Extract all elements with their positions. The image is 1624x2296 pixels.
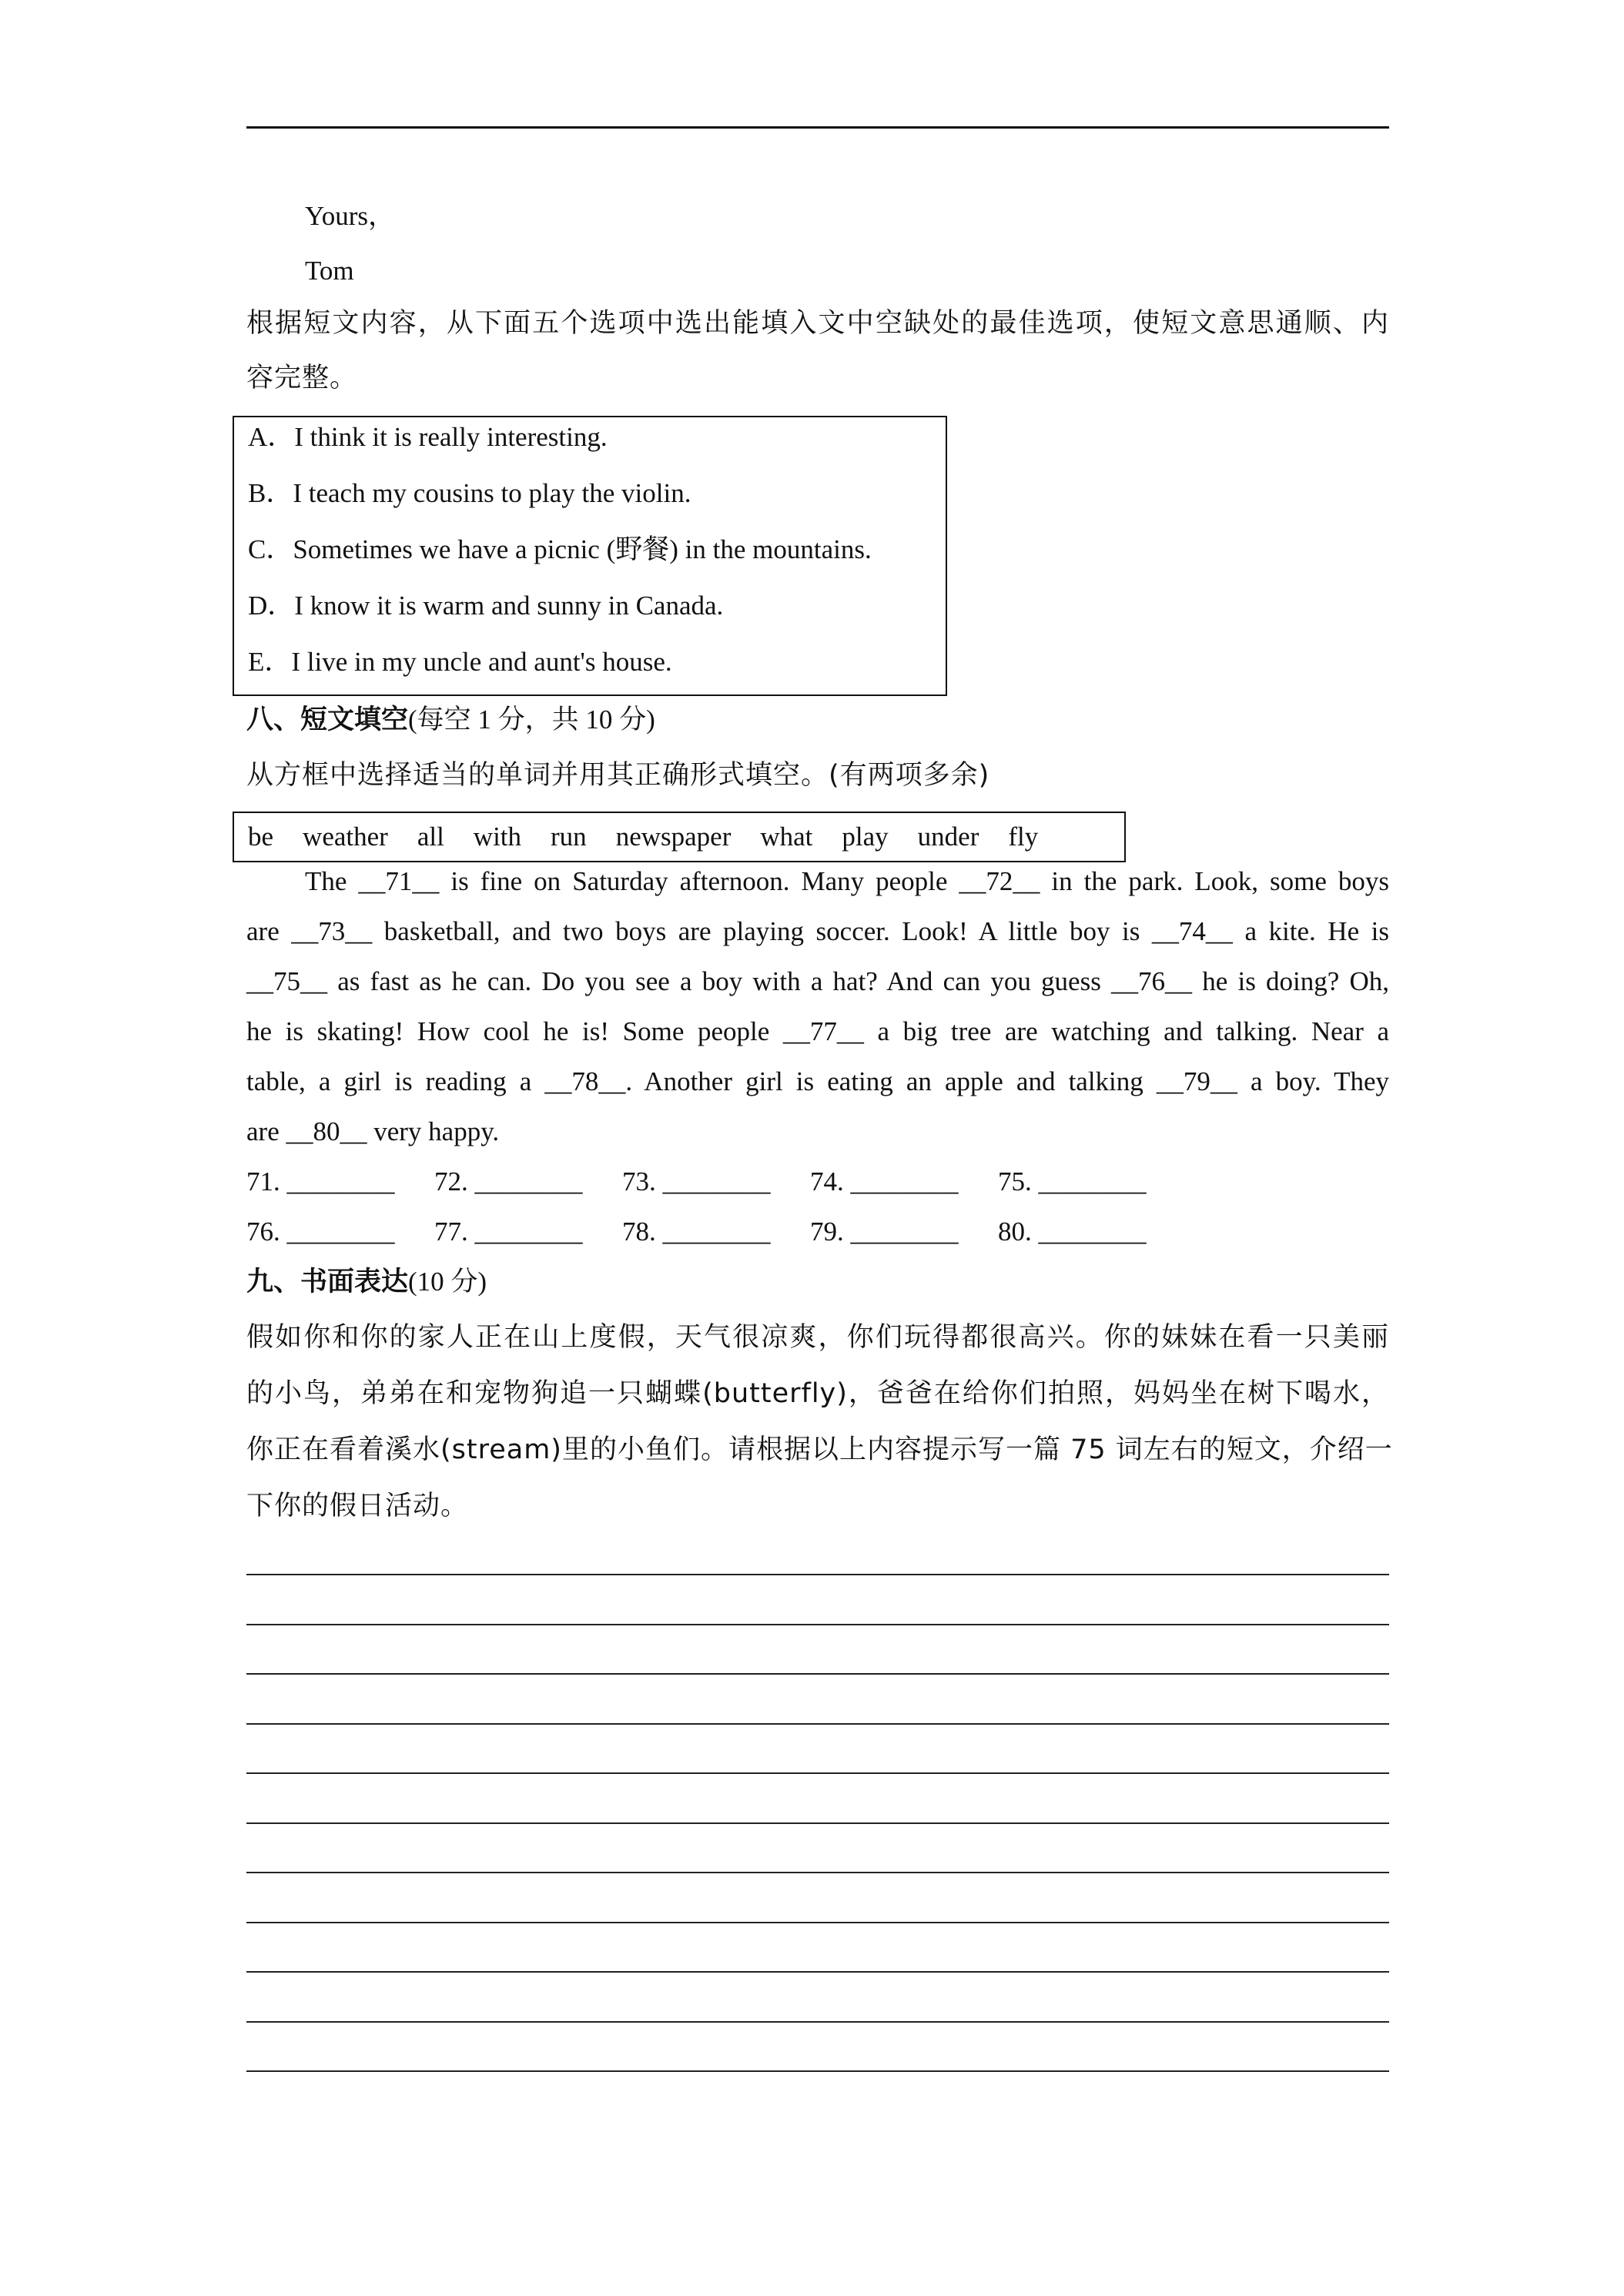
section9-prompt-line3: 你正在看着溪水(stream)里的小鱼们。请根据以上内容提示写一篇 75 词左右的短文，介绍一	[246, 1434, 1393, 1465]
writing-line[interactable]	[246, 2021, 1389, 2023]
word-bank-item: run	[551, 822, 587, 852]
word-bank-item: all	[417, 822, 444, 852]
writing-line[interactable]	[246, 1624, 1389, 1625]
section9-prompt-line2: 的小鸟，弟弟在和宠物狗追一只蝴蝶(butterfly)，爸爸在给你们拍照，妈妈坐在树下喝水，	[246, 1378, 1389, 1409]
writing-line[interactable]	[246, 1574, 1389, 1575]
word-bank	[248, 812, 1067, 862]
answer-blank-78[interactable]: 78. ________	[622, 1217, 771, 1247]
word-bank-item: with	[473, 822, 522, 852]
letter-closing: Yours，	[305, 201, 396, 231]
passage-line-6: are __80__ very happy.	[246, 1116, 500, 1146]
option-e: E．I live in my uncle and aunt's house.	[248, 647, 672, 677]
writing-line[interactable]	[246, 1922, 1389, 1923]
writing-line[interactable]	[246, 1673, 1389, 1675]
section8-title	[246, 701, 655, 744]
option-b: B．I teach my cousins to play the violin.	[248, 478, 691, 508]
answer-blank-80[interactable]: 80. ________	[998, 1217, 1147, 1247]
section8-title-cn: 八、短文填空	[246, 705, 409, 735]
answer-blank-77[interactable]: 77. ________	[434, 1217, 583, 1247]
writing-line[interactable]	[246, 1971, 1389, 1973]
writing-line[interactable]	[246, 1872, 1389, 1873]
writing-line[interactable]	[246, 1822, 1389, 1824]
answer-blank-79[interactable]: 79. ________	[810, 1217, 959, 1247]
section9-title-cn: 九、书面表达	[246, 1267, 409, 1297]
section9-title-score: (10 分)	[408, 1267, 487, 1297]
word-bank-item: play	[842, 822, 889, 852]
option-c: C．Sometimes we have a picnic (野餐) in the mountains.	[248, 534, 872, 564]
option-a: A．I think it is really interesting.	[248, 422, 608, 452]
section9-prompt-line1: 假如你和你的家人正在山上度假，天气很凉爽，你们玩得都很高兴。你的妹妹在看一只美丽	[246, 1322, 1389, 1353]
passage-line-1: The __71__ is fine on Saturday afternoon. Many people __72__ in the park. Look, some boys	[305, 866, 1389, 896]
section9-title	[246, 1263, 487, 1306]
passage-line-2: are __73__ basketball, and two boys are playing soccer. Look! A little boy is __74__ a kite. He is	[246, 916, 1389, 946]
answer-blank-73[interactable]: 73. ________	[622, 1166, 771, 1197]
answer-blank-71[interactable]: 71. ________	[246, 1166, 395, 1197]
passage-line-3: __75__ as fast as he can. Do you see a boy with a hat? And can you guess __76__ he is doing? Oh,	[246, 966, 1389, 996]
answer-blank-74[interactable]: 74. ________	[810, 1166, 959, 1197]
word-bank-item: newspaper	[615, 822, 732, 852]
answer-blank-76[interactable]: 76. ________	[246, 1217, 395, 1247]
section8-instruction: 从方框中选择适当的单词并用其正确形式填空。(有两项多余)	[246, 760, 990, 791]
word-bank-item: under	[917, 822, 979, 852]
word-bank-item: weather	[303, 822, 388, 852]
header-rule	[246, 126, 1389, 129]
letter-signature: Tom	[305, 256, 354, 286]
word-bank-item: be	[248, 822, 274, 852]
word-bank-item: what	[760, 822, 813, 852]
writing-line[interactable]	[246, 1772, 1389, 1774]
writing-line[interactable]	[246, 2070, 1389, 2072]
section8-title-score: (每空 1 分，共 10 分)	[408, 705, 655, 735]
passage-line-4: he is skating! How cool he is! Some people __77__ a big tree are watching and talking. Near a	[246, 1016, 1389, 1046]
passage-line-5: table, a girl is reading a __78__. Another girl is eating an apple and talking __79__ a boy. They	[246, 1066, 1389, 1096]
section9-prompt-line4: 下你的假日活动。	[246, 1491, 469, 1521]
section7-instruction-line2: 容完整。	[246, 363, 358, 393]
word-bank-item: fly	[1008, 822, 1039, 852]
writing-line[interactable]	[246, 1723, 1389, 1725]
option-d: D．I know it is warm and sunny in Canada.	[248, 591, 724, 621]
answer-blank-75[interactable]: 75. ________	[998, 1166, 1147, 1197]
answer-blank-72[interactable]: 72. ________	[434, 1166, 583, 1197]
section7-instruction-line1: 根据短文内容，从下面五个选项中选出能填入文中空缺处的最佳选项，使短文意思通顺、内	[246, 308, 1389, 339]
